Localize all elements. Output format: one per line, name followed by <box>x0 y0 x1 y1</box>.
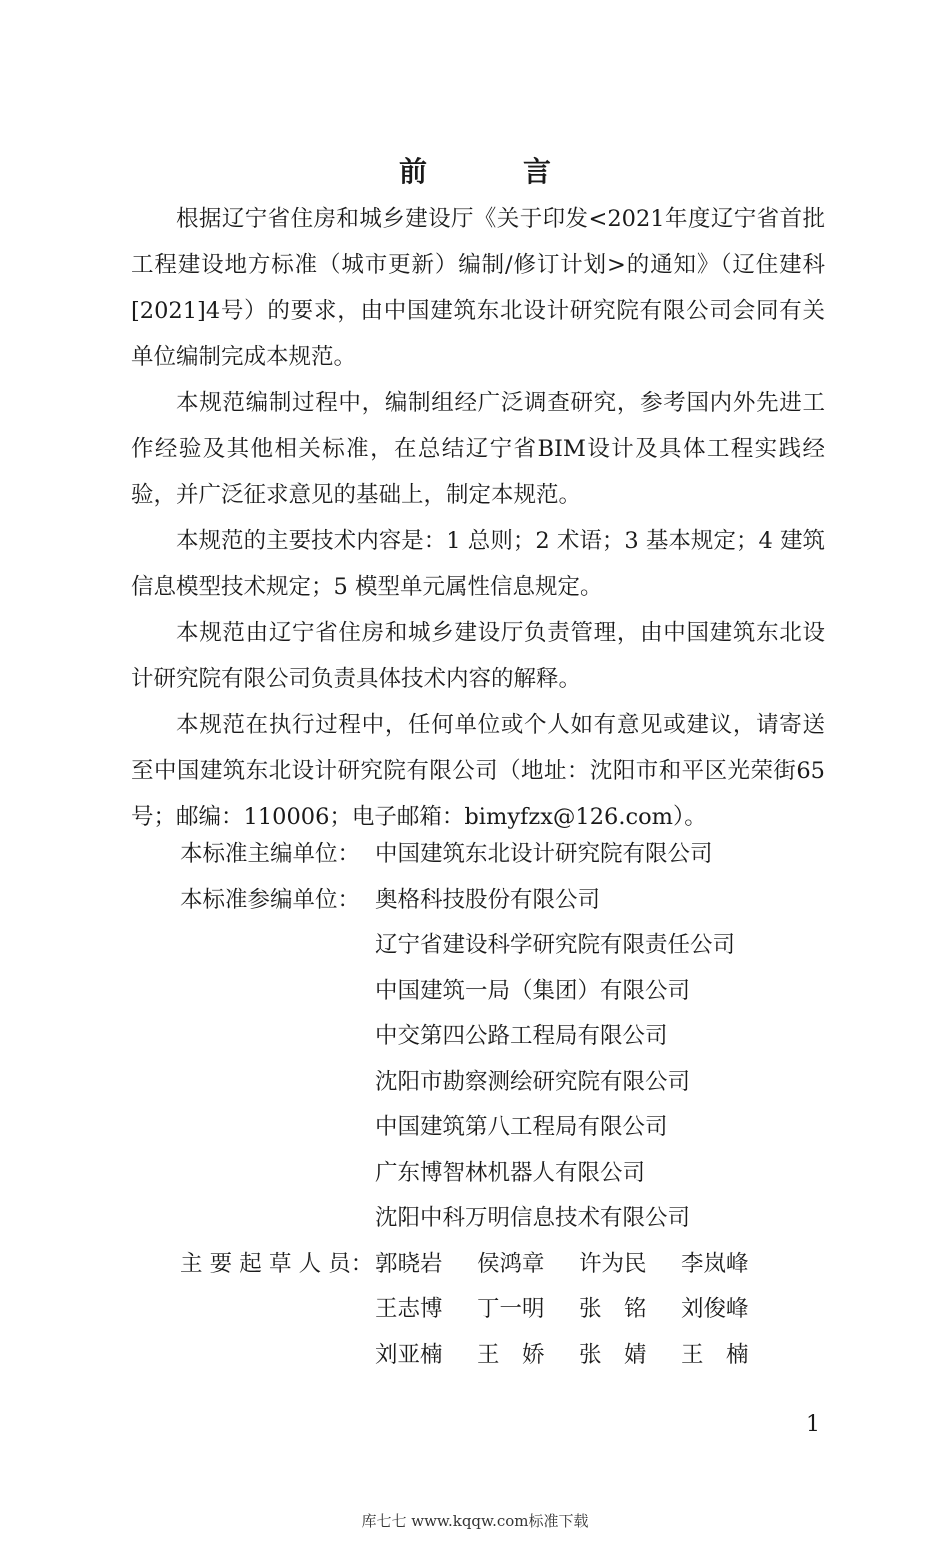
page-number: 1 <box>806 1412 820 1437</box>
participating-unit-row <box>180 1060 783 1106</box>
drafters-row <box>180 1333 783 1379</box>
drafter-name: 王志博 <box>375 1296 443 1322</box>
drafter-name: 丁一明 <box>477 1296 545 1322</box>
drafter-name: 张 铭 <box>579 1296 647 1322</box>
chief-unit-label: 本标准主编单位： <box>180 841 361 867</box>
drafter-name: 侯鸿章 <box>477 1250 545 1277</box>
drafters-label: 主 要 起 草 人 员： <box>180 1250 374 1277</box>
chief-unit-name: 中国建筑东北设计研究院有限公司 <box>375 841 713 867</box>
footer-watermark: 库七七 www.kqqw.com标准下载 <box>361 1512 589 1530</box>
drafter-name: 刘俊峰 <box>681 1296 749 1322</box>
drafter-name: 许为民 <box>579 1250 647 1277</box>
chief-unit-row <box>180 832 783 878</box>
participating-unit: 奥格科技股份有限公司 <box>375 886 601 913</box>
paragraph: 本规范由辽宁省住房和城乡建设厅负责管理，由中国建筑东北设计研究院有限公司负责具体技术内容的解释。 <box>131 620 825 692</box>
participating-unit-row <box>180 923 783 969</box>
drafter-name: 刘亚楠 <box>375 1341 443 1368</box>
participating-unit: 中国建筑第八工程局有限公司 <box>375 1114 668 1140</box>
units-section <box>180 832 783 1378</box>
paragraph: 本规范的主要技术内容是：1 总则；2 术语；3 基本规定；4 建筑信息模型技术规定；5 模型单元属性信息规定。 <box>131 528 825 600</box>
participating-unit-row <box>180 1151 783 1197</box>
participating-unit: 中国建筑一局（集团）有限公司 <box>375 977 691 1004</box>
participating-label: 本标准参编单位： <box>180 886 361 913</box>
participating-unit-row <box>180 1105 783 1151</box>
paragraph: 本规范在执行过程中，任何单位或个人如有意见或建议，请寄送至中国建筑东北设计研究院有限公司（地址：沈阳市和平区光荣街65号；邮编：110006；电子邮箱：bimyfzx@126.com）。 <box>131 712 825 830</box>
paragraph: 本规范编制过程中，编制组经广泛调查研究，参考国内外先进工作经验及其他相关标准，在总结辽宁省BIM设计及具体工程实践经验，并广泛征求意见的基础上，制定本规范。 <box>131 390 825 508</box>
participating-unit-row <box>180 1196 783 1242</box>
drafter-name: 李岚峰 <box>681 1250 749 1277</box>
drafter-name: 王 楠 <box>681 1341 749 1368</box>
participating-unit: 中交第四公路工程局有限公司 <box>375 1023 668 1049</box>
participating-unit-row <box>180 1014 783 1060</box>
drafters-row <box>180 1287 783 1333</box>
participating-unit-row <box>180 969 783 1015</box>
participating-unit: 辽宁省建设科学研究院有限责任公司 <box>375 932 736 958</box>
drafter-name: 郭晓岩 <box>375 1250 443 1277</box>
participating-unit: 广东博智林机器人有限公司 <box>375 1159 646 1186</box>
paragraph: 根据辽宁省住房和城乡建设厅《关于印发<2021年度辽宁省首批工程建设地方标准（城市更新）编制/修订计划>的通知》（辽住建科[2021]4号）的要求，由中国建筑东北设计研究院有限公司会同有关单位编制完成本规范。 <box>131 206 825 370</box>
drafters-row <box>180 1242 783 1288</box>
drafter-name: 王 娇 <box>477 1341 545 1368</box>
drafter-name: 张 婧 <box>579 1341 647 1368</box>
page-title: 前 言 <box>398 155 585 188</box>
participating-unit-row <box>180 878 783 924</box>
participating-unit: 沈阳市勘察测绘研究院有限公司 <box>375 1068 691 1095</box>
preface-body <box>131 196 825 840</box>
participating-unit: 沈阳中科万明信息技术有限公司 <box>375 1205 691 1231</box>
